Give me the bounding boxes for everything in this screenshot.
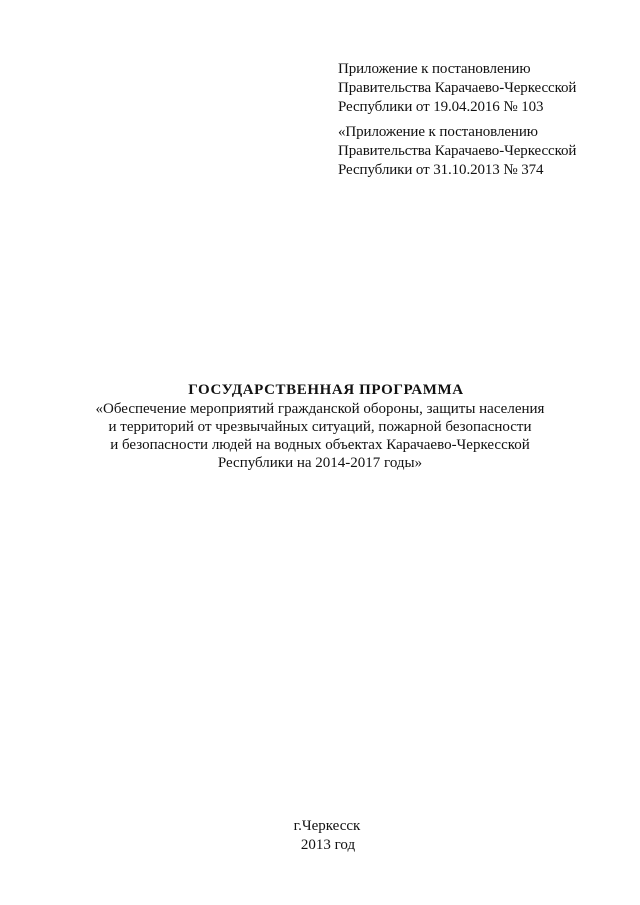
appendix-current-line: Приложение к постановлению [338, 61, 531, 77]
program-name-line: и безопасности людей на водных объектах Карачаево-Черкесской [110, 437, 530, 453]
appendix-previous-line: Правительства Карачаево-Черкесской [338, 143, 577, 159]
appendix-previous-line: Республики от 31.10.2013 № 374 [338, 162, 544, 178]
program-name [0, 400, 640, 472]
appendix-current-line: Республики от 19.04.2016 № 103 [338, 99, 544, 115]
appendix-reference-current [338, 60, 576, 117]
program-name-line: Республики на 2014-2017 годы» [217, 455, 423, 471]
appendix-current-line: Правительства Карачаево-Черкесской [338, 80, 577, 96]
appendix-previous-line: «Приложение к постановлению [338, 124, 538, 140]
program-name-line: и территорий от чрезвычайных ситуаций, пожарной безопасности [108, 419, 532, 435]
program-name-line: «Обеспечение мероприятий гражданской обороны, защиты населения [95, 401, 545, 417]
document-year: 2013 год [300, 837, 356, 853]
program-title-block [0, 381, 640, 472]
appendix-reference-previous [338, 123, 576, 180]
program-heading: ГОСУДАРСТВЕННАЯ ПРОГРАММА [188, 382, 464, 398]
city-name: г.Черкесск [293, 818, 361, 834]
place-and-date [0, 817, 640, 855]
